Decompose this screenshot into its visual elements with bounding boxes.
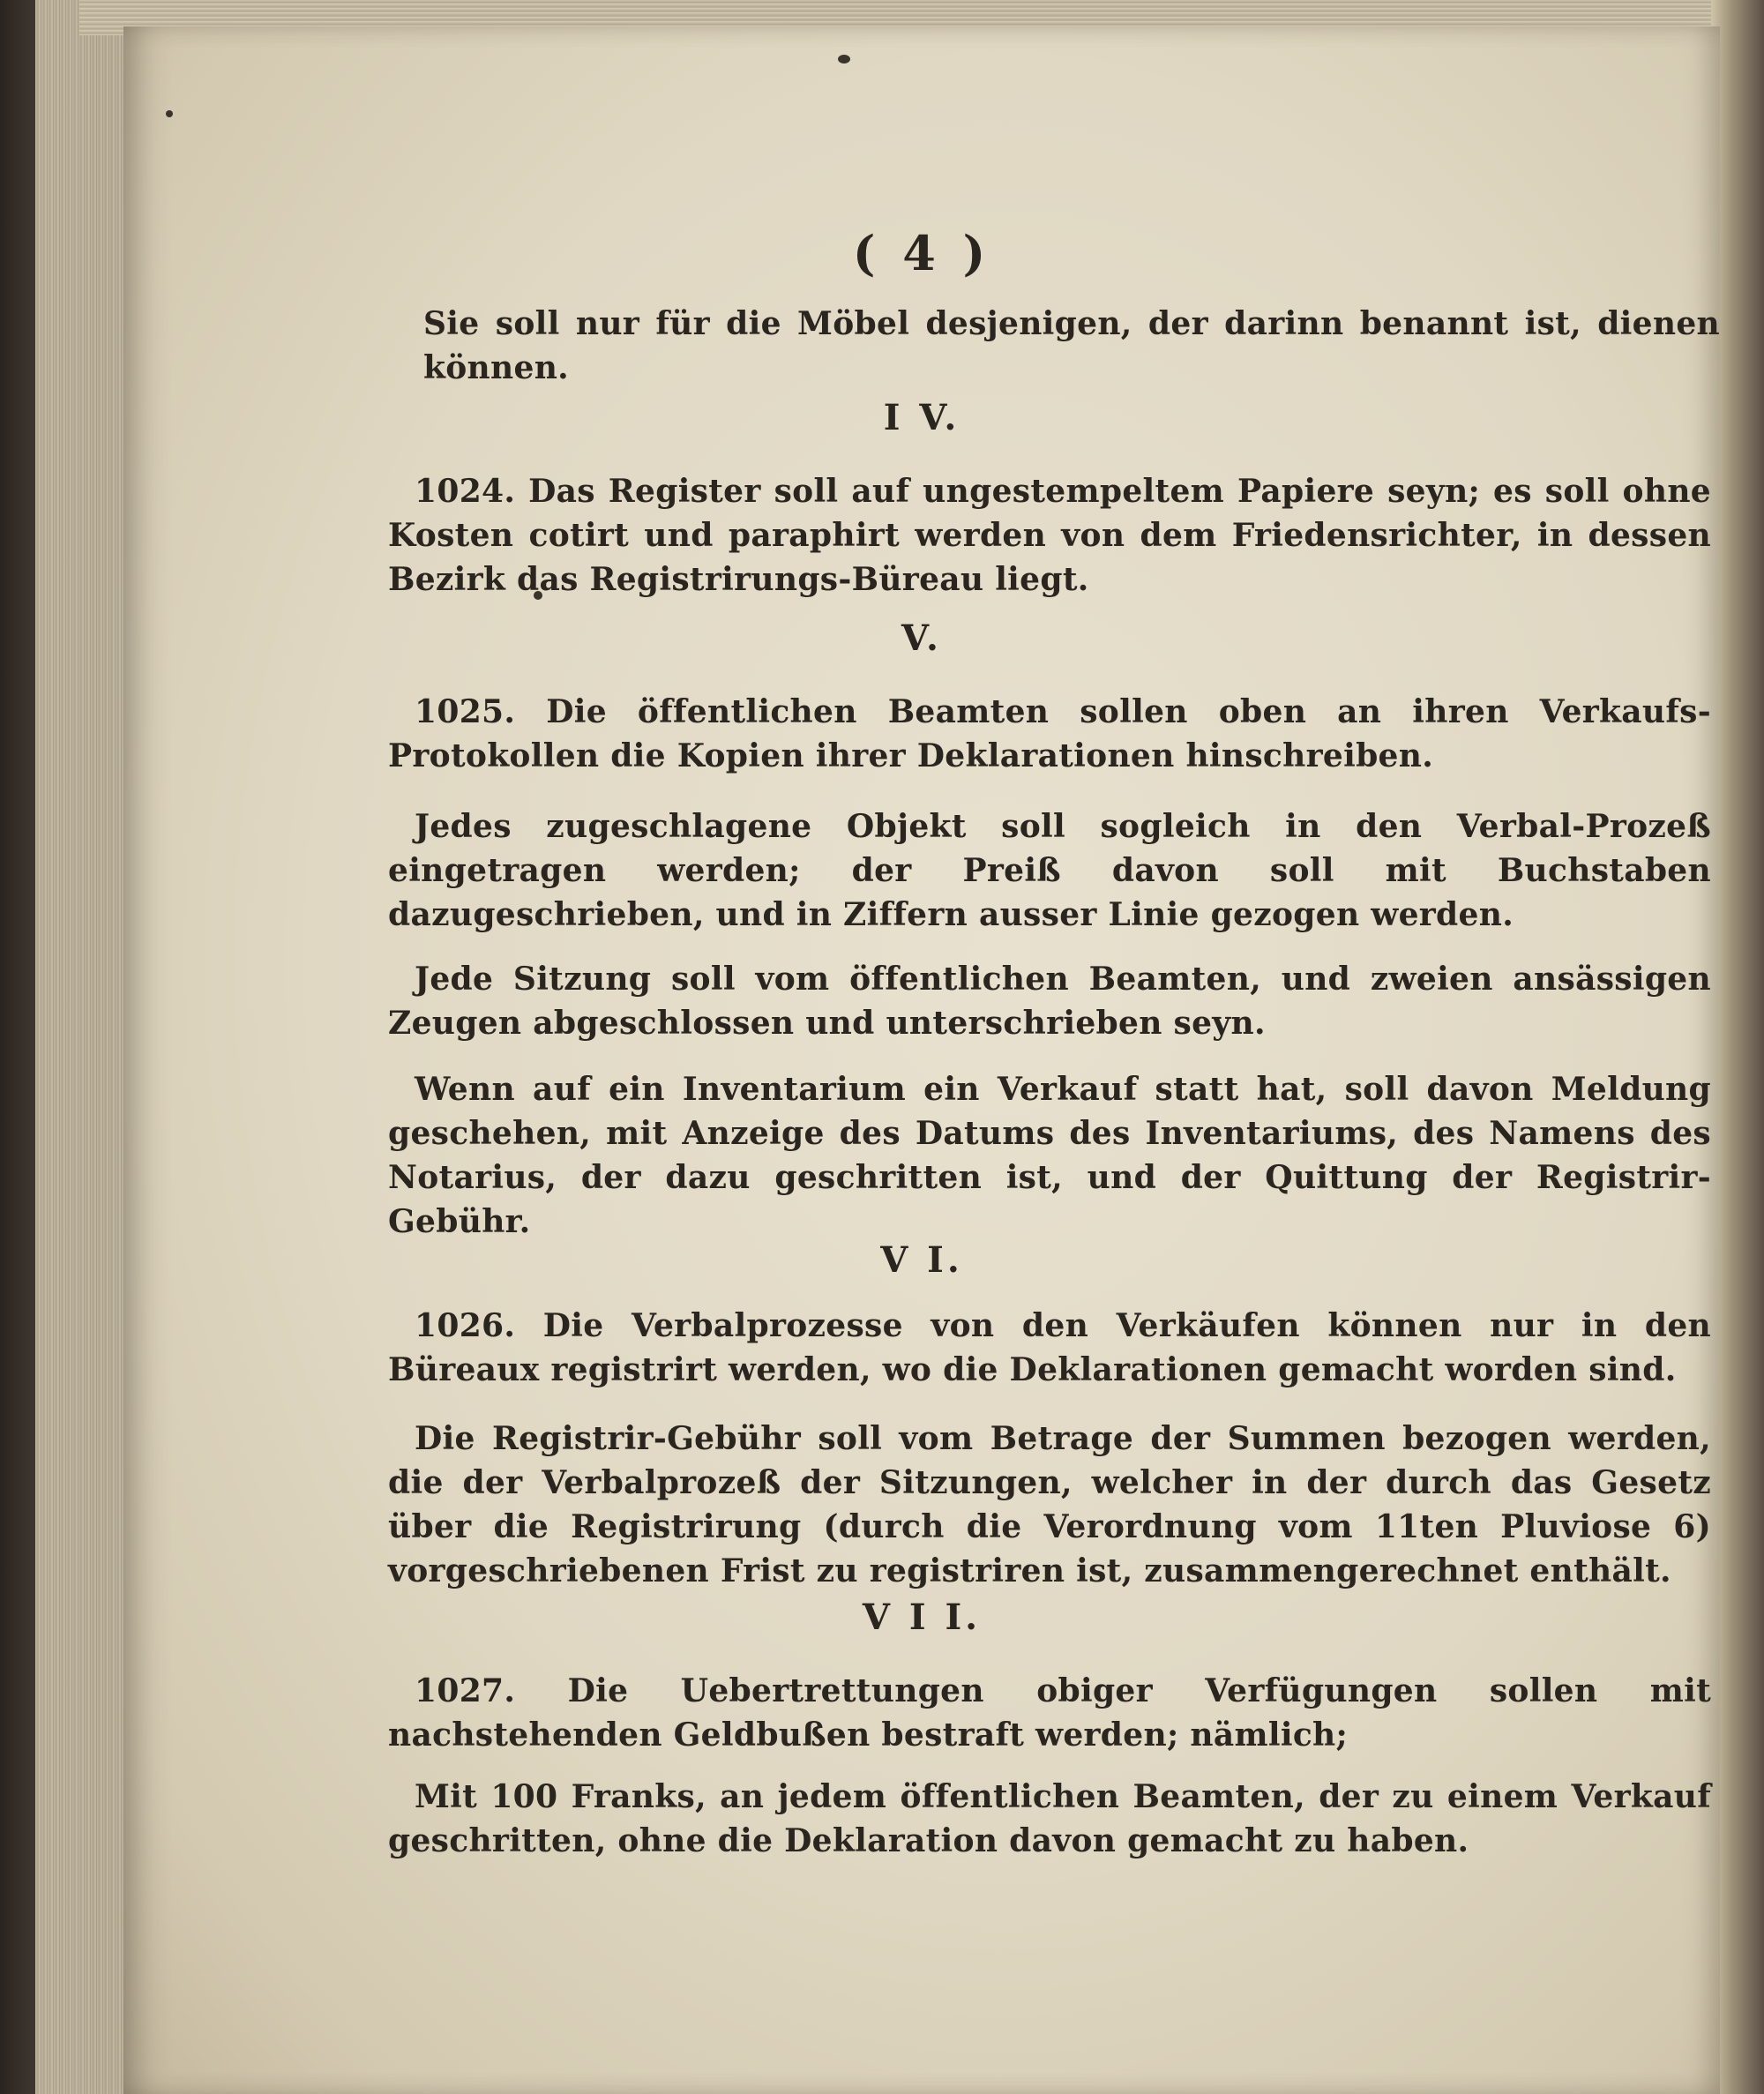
ink-speck [166, 110, 173, 117]
section-heading-vi: V I. [880, 1239, 963, 1281]
section-heading-v: V. [901, 617, 942, 659]
paragraph-continuation: Sie soll nur für die Möbel desjenigen, der darinn benannt ist, dienen können. [423, 305, 1720, 386]
paragraph-inventarium: Wenn auf ein Inventarium ein Verkauf statt hat, soll davon Meldung geschehen, mit Anzeige des Datums des Inventariums, des Namens des Notarius, der dazu geschritten ist, und der Quittung der Registrir-Gebühr. [388, 1071, 1711, 1240]
page-number: ( 4 ) [852, 225, 991, 281]
ink-speck [838, 55, 850, 64]
book-page [123, 26, 1720, 2094]
paragraph-1024: 1024. Das Register soll auf ungestempeltem Papiere seyn; es soll ohne Kosten cotirt und paraphirt werden von dem Friedensrichter, in dessen Bezirk das Registrirungs-Büreau liegt. [388, 473, 1711, 598]
paragraph-1027: 1027. Die Uebertrettungen obiger Verfügungen sollen mit nachstehenden Geldbußen bestraft werden; nämlich; [388, 1672, 1711, 1754]
section-heading-vii: V I I. [862, 1597, 982, 1638]
paragraph-1026: 1026. Die Verbalprozesse von den Verkäufen können nur in den Büreaux registrirt werden, wo die Deklarationen gemacht worden sind. [388, 1307, 1711, 1388]
paragraph-1025: 1025. Die öffentlichen Beamten sollen oben an ihren Verkaufs-Protokollen die Kopien ihrer Deklarationen hinschreiben. [388, 693, 1711, 774]
page-content [123, 26, 1720, 2094]
paragraph-sitzung: Jede Sitzung soll vom öffentlichen Beamten, und zweien ansässigen Zeugen abgeschlossen und unterschrieben seyn. [388, 961, 1711, 1042]
paragraph-objekt: Jedes zugeschlagene Objekt soll sogleich in den Verbal-Prozeß eingetragen werden; der Preiß davon soll mit Buchstaben dazugeschrieben, und in Ziffern ausser Linie gezogen werden. [388, 808, 1711, 933]
paragraph-franks: Mit 100 Franks, an jedem öffentlichen Beamten, der zu einem Verkauf geschritten, ohne die Deklaration davon gemacht zu haben. [388, 1778, 1711, 1859]
section-heading-iv: I V. [883, 397, 960, 438]
page-edges-left [35, 0, 132, 2094]
paragraph-gebuehr: Die Registrir-Gebühr soll vom Betrage der Summen bezogen werden, die der Verbalprozeß der Sitzungen, welcher in der durch das Gesetz über die Registrirung (durch die Verordnung vom 11ten Pluviose 6) vorgeschriebenen Frist zu registriren ist, zusammengerechnet enthält. [388, 1420, 1711, 1589]
